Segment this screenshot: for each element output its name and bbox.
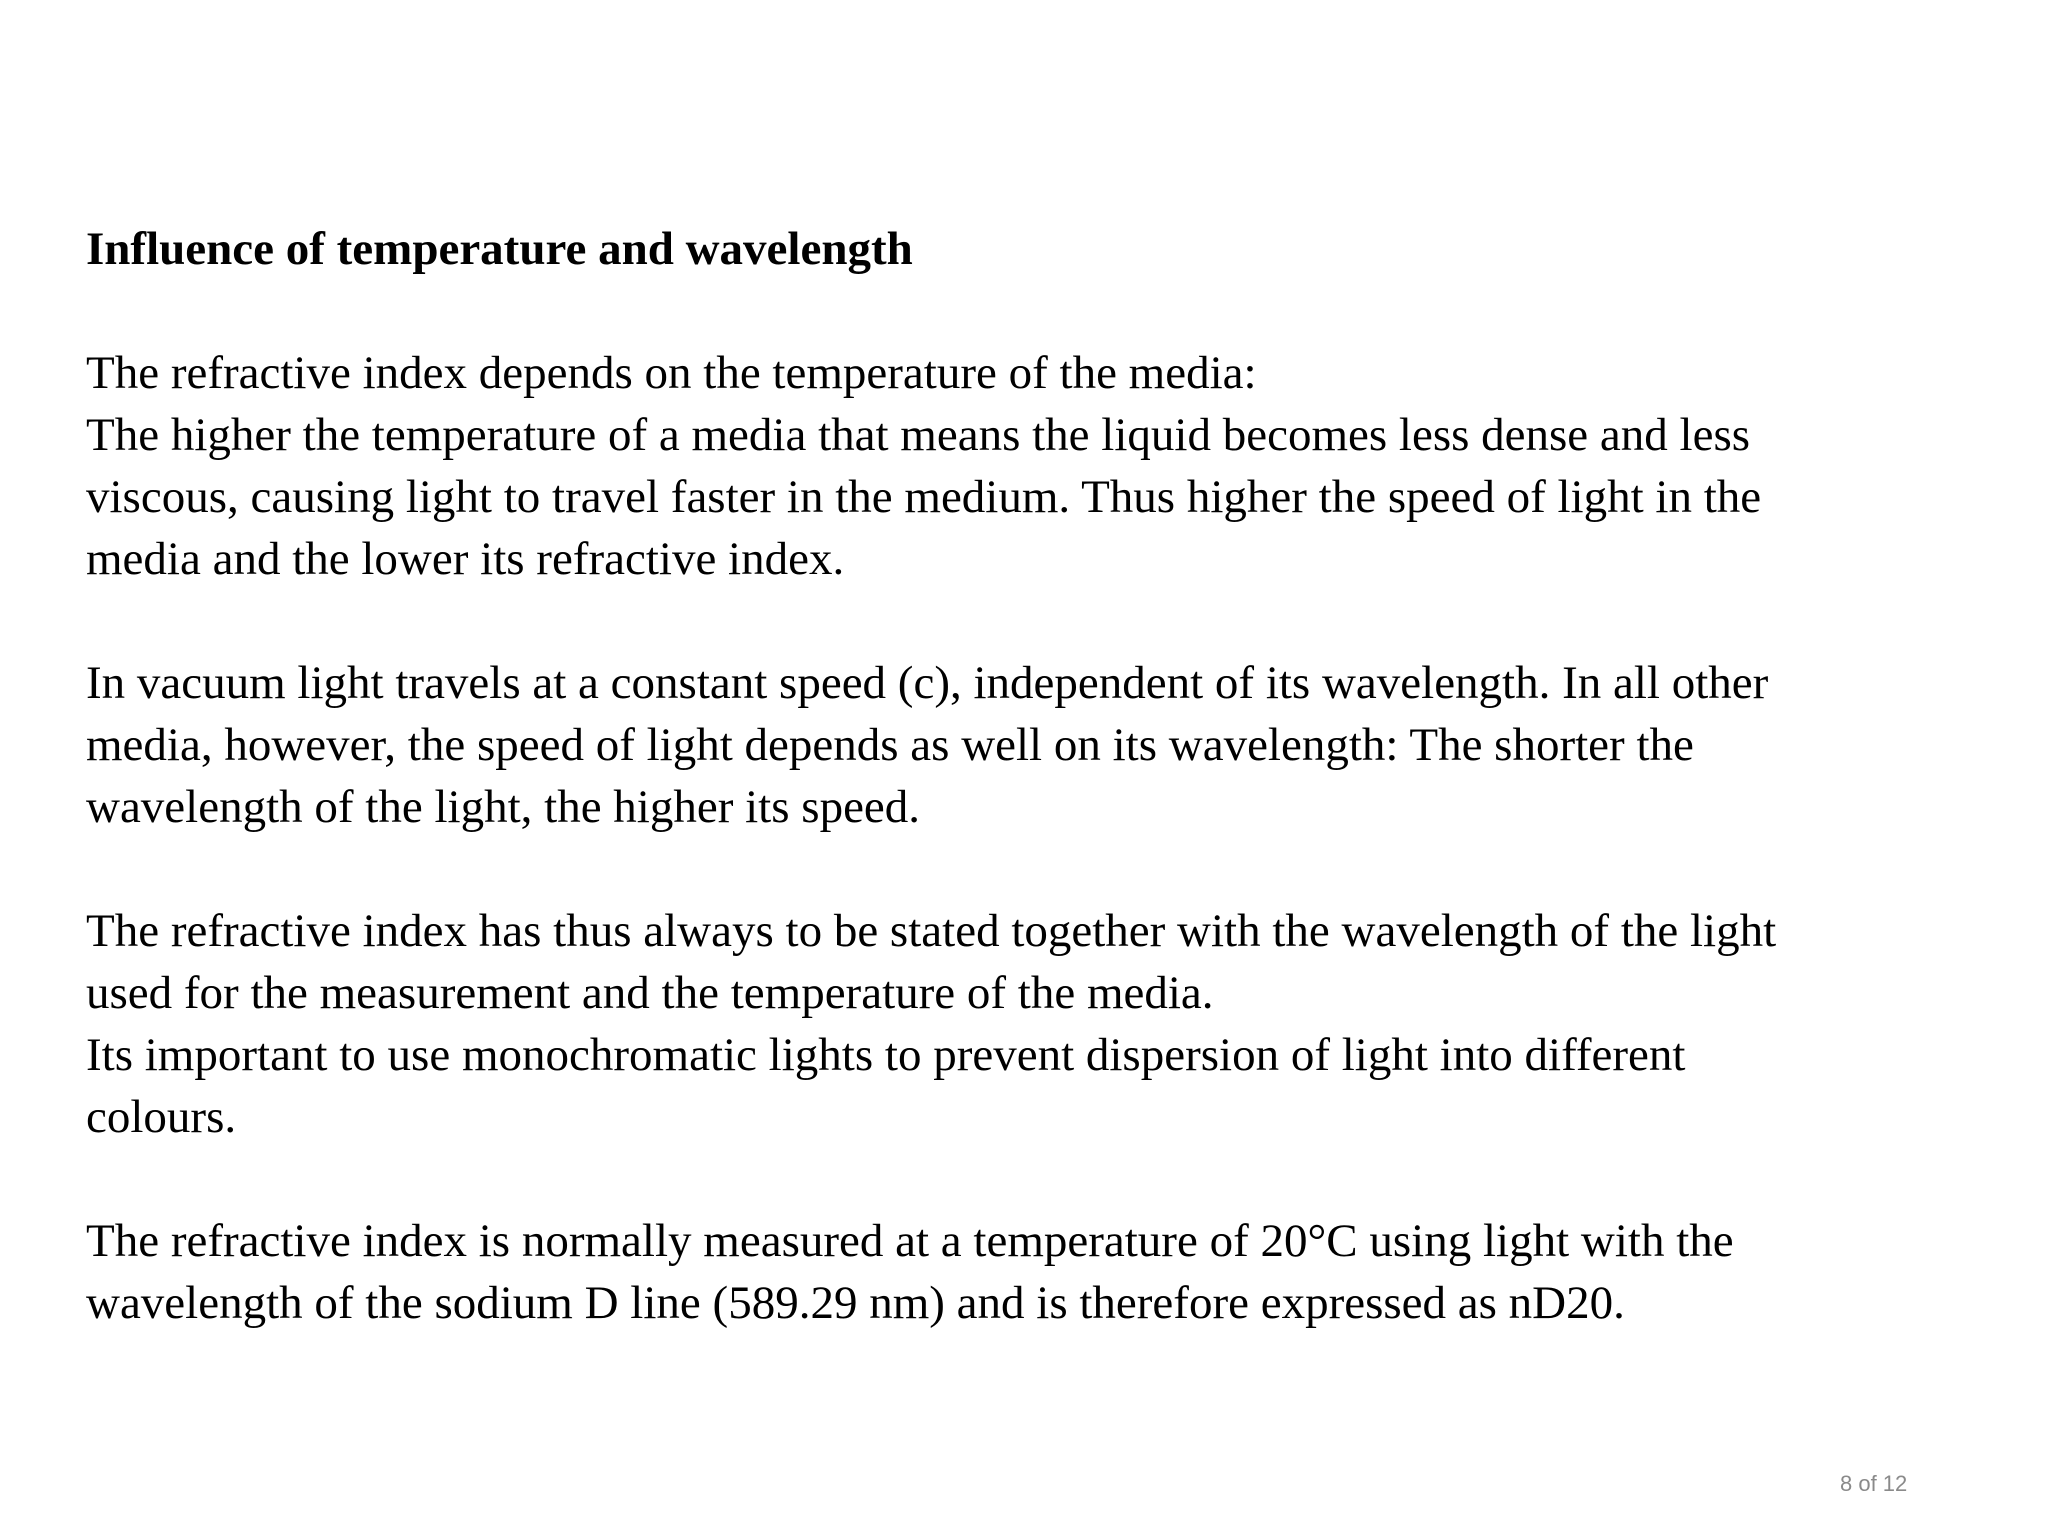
paragraph-wavelength xyxy=(86,652,1986,838)
slide-content xyxy=(86,218,1986,1334)
text-line: used for the measurement and the temperature of the media. xyxy=(86,967,1214,1019)
slide-heading: Influence of temperature and wavelength xyxy=(86,223,913,275)
spacer xyxy=(86,280,1986,342)
paragraph-sodium-d-line xyxy=(86,1210,1986,1334)
spacer xyxy=(86,1148,1986,1210)
paragraph-measurement xyxy=(86,900,1986,1148)
text-line: In vacuum light travels at a constant speed (c), independent of its wavelength. In all other xyxy=(86,657,1769,709)
text-line: media, however, the speed of light depends as well on its wavelength: The shorter the xyxy=(86,719,1694,771)
text-line: colours. xyxy=(86,1091,237,1143)
text-line: The refractive index is normally measured at a temperature of 20°C using light with the xyxy=(86,1215,1734,1267)
text-line: The refractive index has thus always to be stated together with the wavelength of the light xyxy=(86,905,1777,957)
page-number: 8 of 12 xyxy=(1840,1471,1908,1496)
text-line: wavelength of the light, the higher its speed. xyxy=(86,781,921,833)
text-line: wavelength of the sodium D line (589.29 nm) and is therefore expressed as nD20. xyxy=(86,1277,1625,1329)
text-line: media and the lower its refractive index. xyxy=(86,533,845,585)
text-line: The higher the temperature of a media that means the liquid becomes less dense and less xyxy=(86,409,1751,461)
spacer xyxy=(86,590,1986,652)
text-line: Its important to use monochromatic lights to prevent dispersion of light into different xyxy=(86,1029,1686,1081)
text-line: The refractive index depends on the temperature of the media: xyxy=(86,347,1257,399)
paragraph-temperature xyxy=(86,342,1986,590)
text-line: viscous, causing light to travel faster in the medium. Thus higher the speed of light in the xyxy=(86,471,1762,523)
spacer xyxy=(86,838,1986,900)
